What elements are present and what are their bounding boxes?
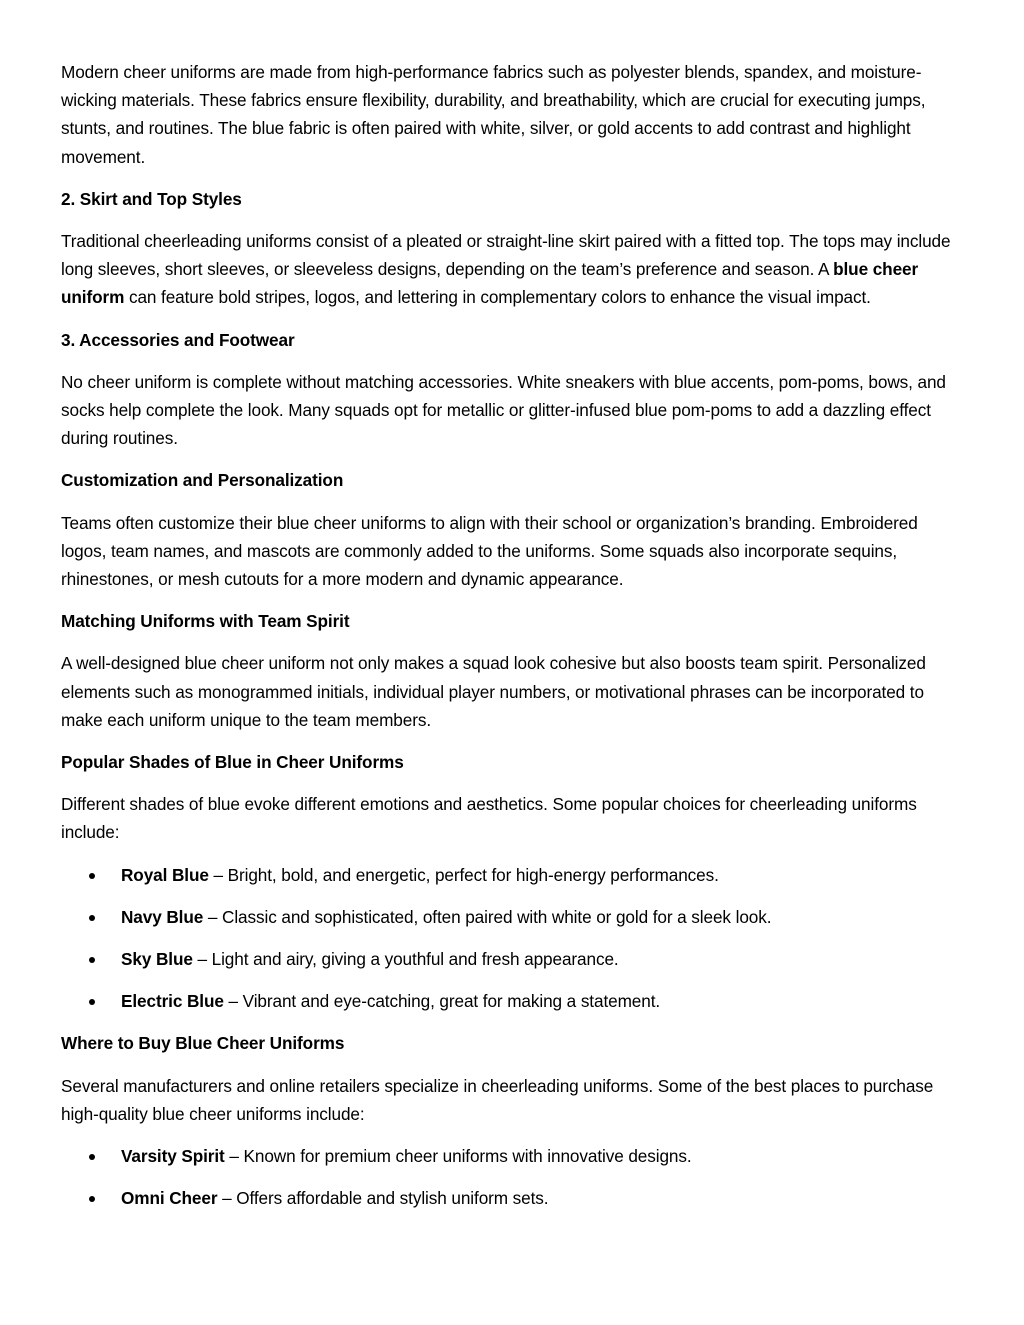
bullet-icon bbox=[89, 957, 95, 963]
shades-heading: Popular Shades of Blue in Cheer Uniforms bbox=[61, 752, 404, 773]
bullet-icon bbox=[89, 1154, 95, 1160]
skirt-top-heading: 2. Skirt and Top Styles bbox=[61, 188, 242, 209]
bullet-icon bbox=[89, 873, 95, 879]
list-item-term: Varsity Spirit bbox=[121, 1146, 225, 1167]
list-item-term: Navy Blue bbox=[121, 906, 204, 927]
list-item-desc: – Light and airy, giving a youthful and fresh appearance. bbox=[192, 949, 619, 970]
list-item-desc: – Classic and sophisticated, often paired with white or gold for a sleek look. bbox=[203, 906, 772, 927]
bullet-icon bbox=[89, 1196, 95, 1202]
where-to-buy-heading: Where to Buy Blue Cheer Uniforms bbox=[61, 1033, 345, 1054]
list-item-term: Electric Blue bbox=[121, 991, 224, 1012]
list-item-term: Royal Blue bbox=[121, 864, 209, 885]
intro-paragraph: Modern cheer uniforms are made from high-performance fabrics such as polyester blends, spandex, and moisture-wicking materials. These fabrics ensure flexibility, durability, and breathability, which are crucial for executing jumps, stunts, and routines. The blue fabric is often paired with white, silver, or gold accents to add contrast and highlight movement. bbox=[61, 62, 926, 167]
list-item bbox=[61, 861, 964, 889]
customization-paragraph: Teams often customize their blue cheer uniforms to align with their school or organization’s branding. Embroidered logos, team names, and mascots are commonly added to the uniforms. Some squads also incorporate sequins, rhinestones, or mesh cutouts for a more modern and dynamic appearance. bbox=[61, 512, 918, 590]
list-item-desc: – Known for premium cheer uniforms with innovative designs. bbox=[224, 1146, 692, 1167]
bullet-icon bbox=[89, 999, 95, 1005]
team-spirit-heading: Matching Uniforms with Team Spirit bbox=[61, 611, 350, 632]
skirt-top-paragraph bbox=[61, 227, 964, 312]
skirt-top-bold-term: blue cheer uniform bbox=[61, 259, 919, 308]
list-item bbox=[61, 1184, 964, 1212]
customization-heading: Customization and Personalization bbox=[61, 470, 344, 491]
skirt-top-text-a: Traditional cheerleading uniforms consist of a pleated or straight-line skirt paired with a fitted top. The tops may include long sleeves, short sleeves, or sleeveless designs, depending on the team’s preference and season. A bbox=[61, 231, 951, 280]
accessories-heading: 3. Accessories and Footwear bbox=[61, 329, 295, 350]
list-item-term: Sky Blue bbox=[121, 949, 193, 970]
skirt-top-text-b: can feature bold stripes, logos, and lettering in complementary colors to enhance the visual impact. bbox=[124, 287, 871, 308]
list-item bbox=[61, 987, 964, 1015]
list-item-desc: – Offers affordable and stylish uniform sets. bbox=[217, 1188, 549, 1209]
shades-paragraph: Different shades of blue evoke different emotions and aesthetics. Some popular choices for cheerleading uniforms include: bbox=[61, 794, 917, 843]
list-item bbox=[61, 1142, 964, 1170]
shades-list bbox=[61, 861, 964, 1016]
list-item-desc: – Bright, bold, and energetic, perfect for high-energy performances. bbox=[208, 864, 719, 885]
list-item bbox=[61, 903, 964, 931]
accessories-paragraph: No cheer uniform is complete without matching accessories. White sneakers with blue accents, pom-poms, bows, and socks help complete the look. Many squads opt for metallic or glitter-infused blue pom-poms to add a dazzling effect during routines. bbox=[61, 371, 946, 449]
retailers-list bbox=[61, 1142, 964, 1212]
list-item-term: Omni Cheer bbox=[121, 1188, 218, 1209]
list-item bbox=[61, 945, 964, 973]
team-spirit-paragraph: A well-designed blue cheer uniform not only makes a squad look cohesive but also boosts team spirit. Personalized elements such as monogrammed initials, individual player numbers, or motivational phrases can be incorporated to make each uniform unique to the team members. bbox=[61, 653, 926, 730]
bullet-icon bbox=[89, 915, 95, 921]
where-to-buy-paragraph: Several manufacturers and online retailers specialize in cheerleading uniforms. Some of the best places to purchase high-quality blue cheer uniforms include: bbox=[61, 1075, 934, 1124]
list-item-desc: – Vibrant and eye-catching, great for making a statement. bbox=[223, 991, 661, 1012]
